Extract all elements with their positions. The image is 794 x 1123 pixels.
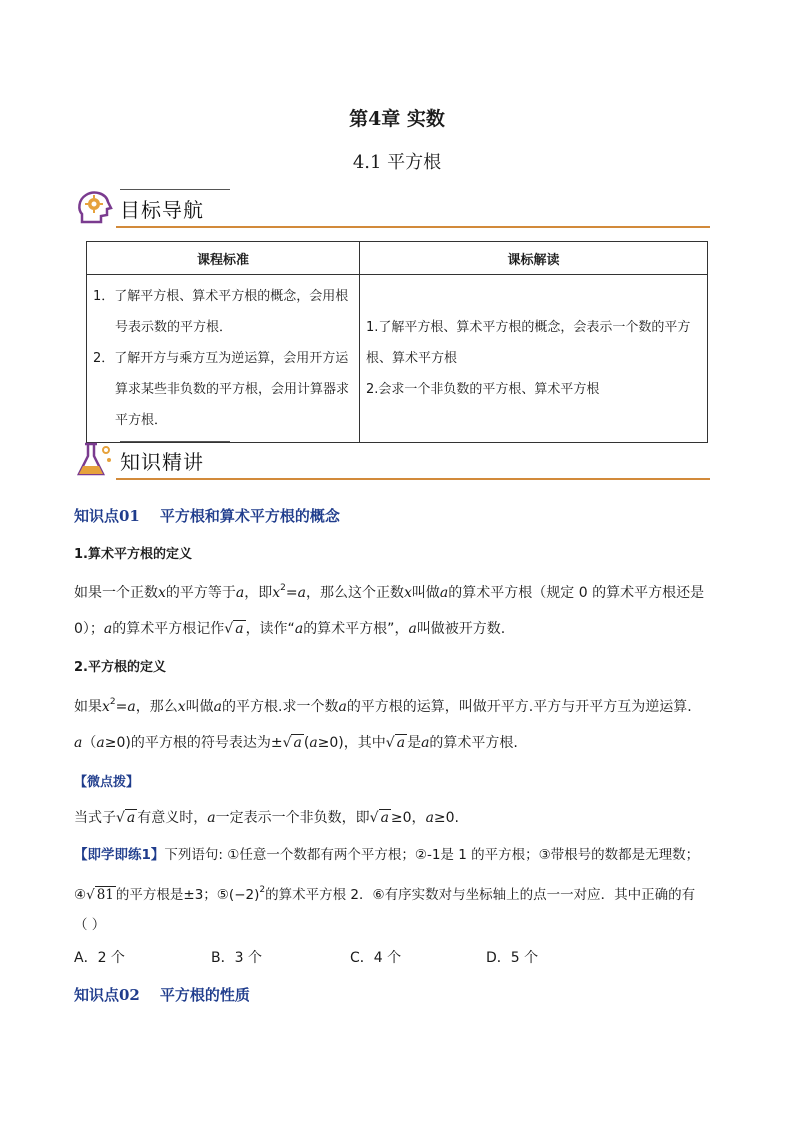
list-item: 1.了解平方根、算术平方根的概念，会表示一个数的平方根、算术平方根 — [366, 320, 691, 366]
flask-icon — [74, 440, 114, 480]
table-row — [87, 275, 708, 443]
sqrt-expression: √ a — [116, 810, 136, 826]
knowledge-point-title: 平方根的性质 — [159, 986, 250, 1004]
banner-top-rule — [120, 189, 230, 190]
table-header-row — [87, 242, 708, 275]
table-header: 课程标准 — [87, 242, 360, 275]
standards-cell — [87, 275, 360, 443]
list-item: 2．了解开方与乘方互为逆运算，会用开方运算求某些非负数的平方根，会用计算器求平方根． — [93, 351, 350, 428]
head-gear-icon — [74, 188, 114, 228]
banner-underline — [116, 478, 710, 480]
exercise-paragraph: ④√ 81 的平方根是±3；$⑤(-2)^2$的算术平方根 2．⑥有序实数对与坐标轴上的点一一对应．其中正确的有 — [74, 885, 696, 903]
knowledge-banner-label: 知识精讲 — [120, 450, 204, 474]
knowledge-point-title: 平方根和算术平方根的概念 — [159, 507, 340, 525]
definition-paragraph: 如果一个正数x的平方等于a，即$x^2=a$，那么这个正数x叫做a的算术平方根（规定 0 的算术平方根还是 — [74, 583, 705, 601]
knowledge-point-number: 知识点01 — [74, 507, 140, 525]
standards-table — [86, 241, 708, 443]
exercise-paragraph: 【即学即练1】下列语句: ①任意一个数都有两个平方根；②-1是 1 的平方根；③带根号的数都是无理数； — [74, 847, 700, 863]
definition-heading: 1.算术平方根的定义 — [74, 547, 192, 562]
choice-d[interactable]: D．5 个 — [486, 950, 539, 966]
knowledge-banner — [74, 440, 710, 484]
knowledge-point-heading — [74, 984, 250, 1005]
exercise-label: 【即学即练1】 — [74, 847, 165, 863]
list-item: 1．了解平方根、算术平方根的概念，会用根号表示数的平方根． — [93, 289, 349, 335]
tip-label: 【微点拨】 — [74, 775, 140, 790]
goals-banner-label: 目标导航 — [120, 198, 204, 222]
choice-b[interactable]: B．3 个 — [211, 950, 262, 966]
banner-underline — [116, 226, 710, 228]
sqrt-expression: √ a — [224, 621, 244, 637]
answer-blank: （ ） — [74, 917, 106, 933]
section-title: 4.1 平方根 — [352, 152, 442, 173]
definition-heading: 2.平方根的定义 — [74, 660, 166, 675]
definition-paragraph: 0）；a的算术平方根记作√ a ，读作“a的算术平方根”，a叫做被开方数. — [74, 621, 506, 637]
knowledge-point-heading — [74, 505, 340, 526]
choice-c[interactable]: C．4 个 — [350, 950, 402, 966]
sqrt-expression: √ a — [369, 810, 389, 826]
sqrt-expression: √ 81 — [86, 887, 114, 903]
banner-top-rule — [120, 441, 230, 442]
interpretation-cell — [360, 275, 708, 443]
table-header: 课标解读 — [360, 242, 708, 275]
sqrt-expression: √ a — [282, 735, 302, 751]
definition-paragraph: 如果$x^2=a$，那么x叫做a的平方根.求一个数a的平方根的运算，叫做开平方.平方与开平方互为逆运算. — [74, 697, 692, 715]
tip-paragraph: 当式子√ a 有意义时，a一定表示一个非负数，即√ a ≥0，a≥0. — [74, 810, 460, 826]
choice-a[interactable]: A．2 个 — [74, 950, 125, 966]
goals-banner — [74, 188, 710, 232]
sqrt-expression: √ a — [385, 735, 406, 751]
definition-paragraph: a（a≥0)的平方根的符号表达为±√ a (a≥0)，其中√ a 是a的算术平方根. — [74, 735, 518, 751]
list-item: 2.会求一个非负数的平方根、算术平方根 — [366, 382, 600, 397]
knowledge-point-number: 知识点02 — [74, 986, 140, 1004]
chapter-title: 第4章 实数 — [349, 108, 445, 130]
